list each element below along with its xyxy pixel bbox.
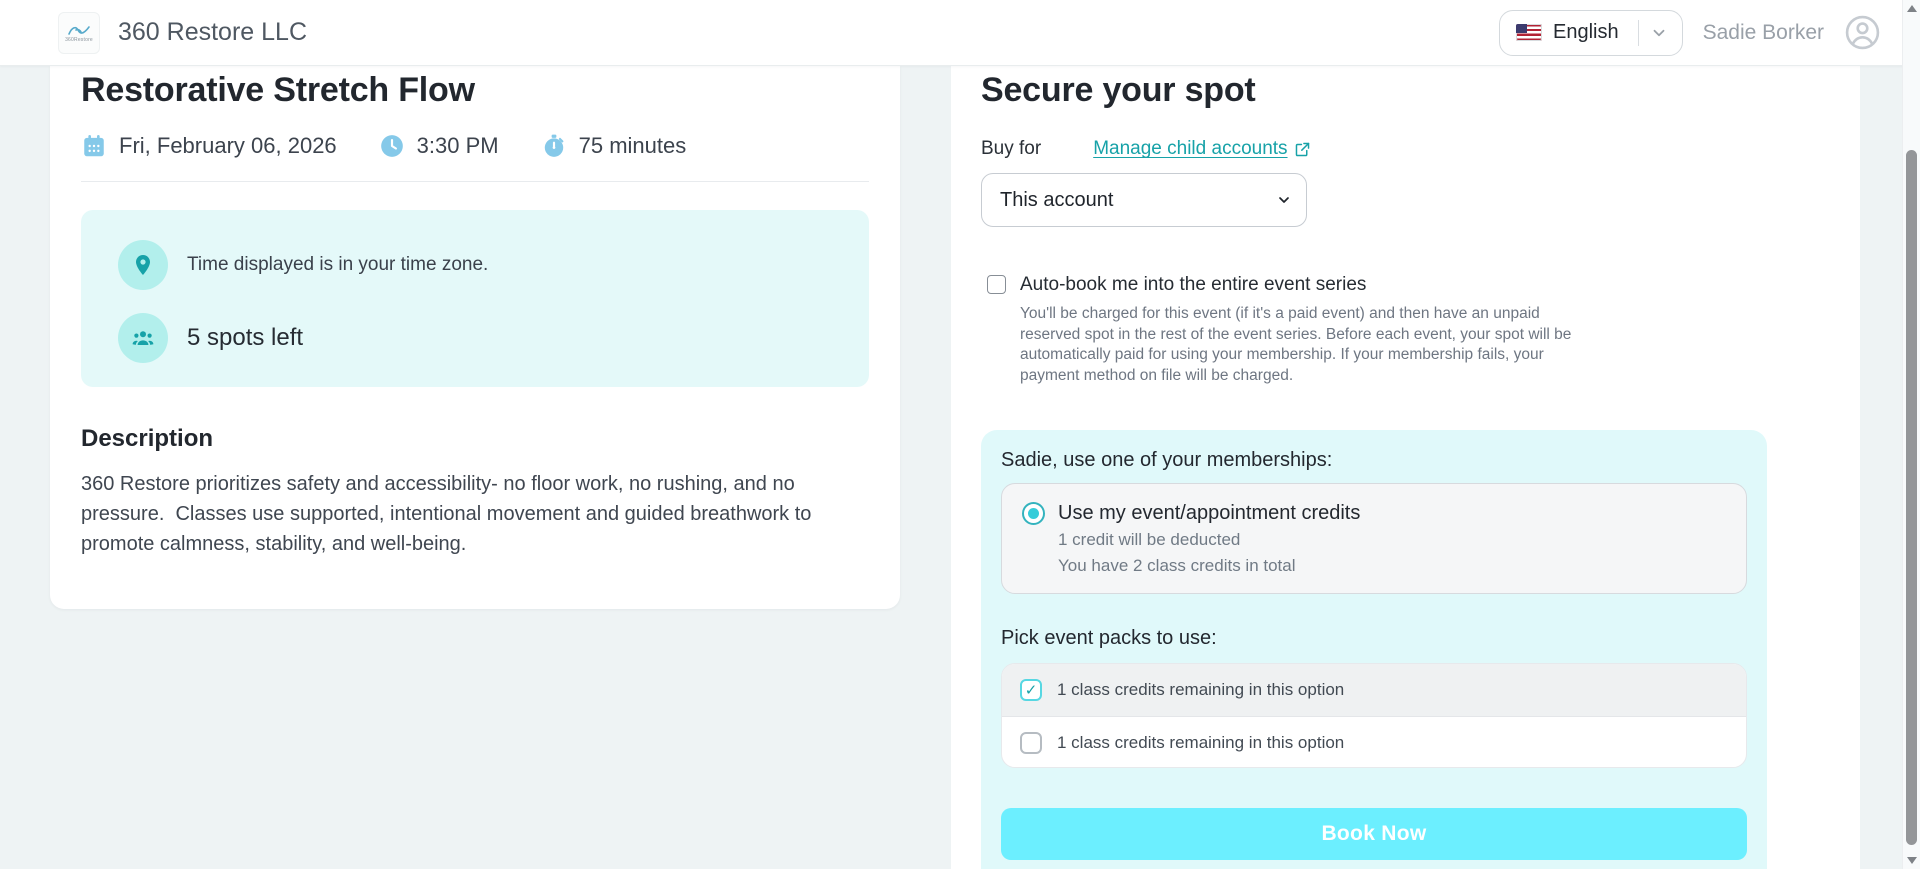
user-name[interactable]: Sadie Borker: [1702, 20, 1824, 44]
event-date: [81, 133, 337, 159]
spots-left: 5 spots left: [187, 324, 304, 352]
pack-option-2[interactable]: [1002, 717, 1746, 768]
autobook-text: [1020, 273, 1592, 386]
packs-list: [1001, 663, 1747, 768]
company-name: 360 Restore LLC: [118, 18, 308, 46]
description-heading: Description: [81, 425, 214, 453]
stopwatch-icon: [541, 133, 567, 159]
event-duration-label: 75 minutes: [578, 133, 687, 159]
pack-option-2-label: 1 class credits remaining in this option: [1057, 733, 1345, 753]
header-right: [1499, 10, 1881, 56]
membership-option-label: Use my event/appointment credits: [1058, 502, 1361, 525]
event-meta-row: [81, 133, 869, 159]
location-pin-badge: [118, 240, 168, 290]
buy-for-row: [981, 138, 1860, 160]
packs-heading: Pick event packs to use:: [1001, 627, 1217, 650]
logo-caption: 360Restore: [65, 36, 93, 43]
memberships-heading: Sadie, use one of your memberships:: [1001, 449, 1333, 472]
people-badge: [118, 313, 168, 363]
spots-row: [118, 308, 869, 368]
manage-child-accounts-link[interactable]: [1093, 138, 1310, 160]
autobook-checkbox[interactable]: [987, 275, 1006, 294]
timezone-row: [118, 235, 869, 295]
booking-panel: [951, 66, 1860, 869]
event-title: Restorative Stretch Flow: [81, 71, 475, 109]
account-select-wrap: [981, 173, 1307, 227]
membership-option[interactable]: [1001, 483, 1747, 594]
timezone-note: Time displayed is in your time zone.: [187, 254, 489, 276]
pack-option-1[interactable]: [1002, 664, 1746, 717]
autobook-row: [987, 273, 1860, 386]
membership-panel: [981, 430, 1767, 869]
scrollbar-thumb[interactable]: [1906, 150, 1917, 845]
external-link-icon: [1294, 141, 1311, 158]
scrollbar[interactable]: [1902, 0, 1920, 869]
chevron-down-icon: [1650, 24, 1668, 42]
header-left: [58, 12, 307, 54]
wave-icon: [67, 23, 91, 37]
divider: [1638, 20, 1639, 46]
people-group-icon: [131, 326, 155, 350]
event-date-label: Fri, February 06, 2026: [119, 133, 337, 159]
pack-option-1-label: 1 class credits remaining in this option: [1057, 680, 1345, 700]
pack-checkbox-checked[interactable]: ✓: [1020, 679, 1042, 701]
user-avatar-icon[interactable]: [1844, 14, 1881, 51]
pack-checkbox-unchecked[interactable]: [1020, 732, 1042, 754]
scroll-down-arrow[interactable]: [1907, 857, 1917, 864]
divider: [81, 181, 869, 182]
book-now-button[interactable]: Book Now: [1001, 808, 1747, 860]
description-text: 360 Restore prioritizes safety and accessibility- no floor work, no rushing, and no pressure. Classes use supported, intentional movement and guided breathwork to promote calmness, stability, and well-being.: [81, 473, 817, 556]
buy-for-account-select[interactable]: [981, 173, 1307, 227]
membership-option-text: [1058, 501, 1360, 576]
us-flag-icon: [1516, 24, 1542, 41]
scroll-up-arrow[interactable]: [1907, 5, 1917, 12]
app-header: [0, 0, 1920, 66]
language-label: English: [1552, 21, 1619, 43]
clock-icon: [379, 133, 405, 159]
membership-radio-selected[interactable]: [1022, 502, 1045, 525]
event-duration: [541, 133, 687, 159]
buy-for-label: Buy for: [981, 138, 1042, 160]
language-selector[interactable]: [1499, 10, 1683, 56]
calendar-icon: [81, 133, 107, 159]
event-info-box: [81, 210, 869, 387]
membership-option-line2: You have 2 class credits in total: [1058, 556, 1296, 576]
membership-option-line1: 1 credit will be deducted: [1058, 530, 1241, 550]
event-time: [379, 133, 499, 159]
autobook-description: You'll be charged for this event (if it's a paid event) and then have an unpaid reserved spot in the rest of the event series. Before each event, your spot will be automatically paid for using your membership. If your membership fails, your payment method on file will be charged.: [1020, 305, 1572, 384]
event-time-label: 3:30 PM: [416, 133, 499, 159]
autobook-label[interactable]: Auto-book me into the entire event series: [1020, 274, 1367, 296]
manage-child-accounts-label: Manage child accounts: [1093, 138, 1288, 160]
booking-heading: Secure your spot: [981, 71, 1256, 109]
location-pin-icon: [131, 253, 155, 277]
event-card: [50, 66, 900, 609]
company-logo[interactable]: [58, 12, 100, 54]
